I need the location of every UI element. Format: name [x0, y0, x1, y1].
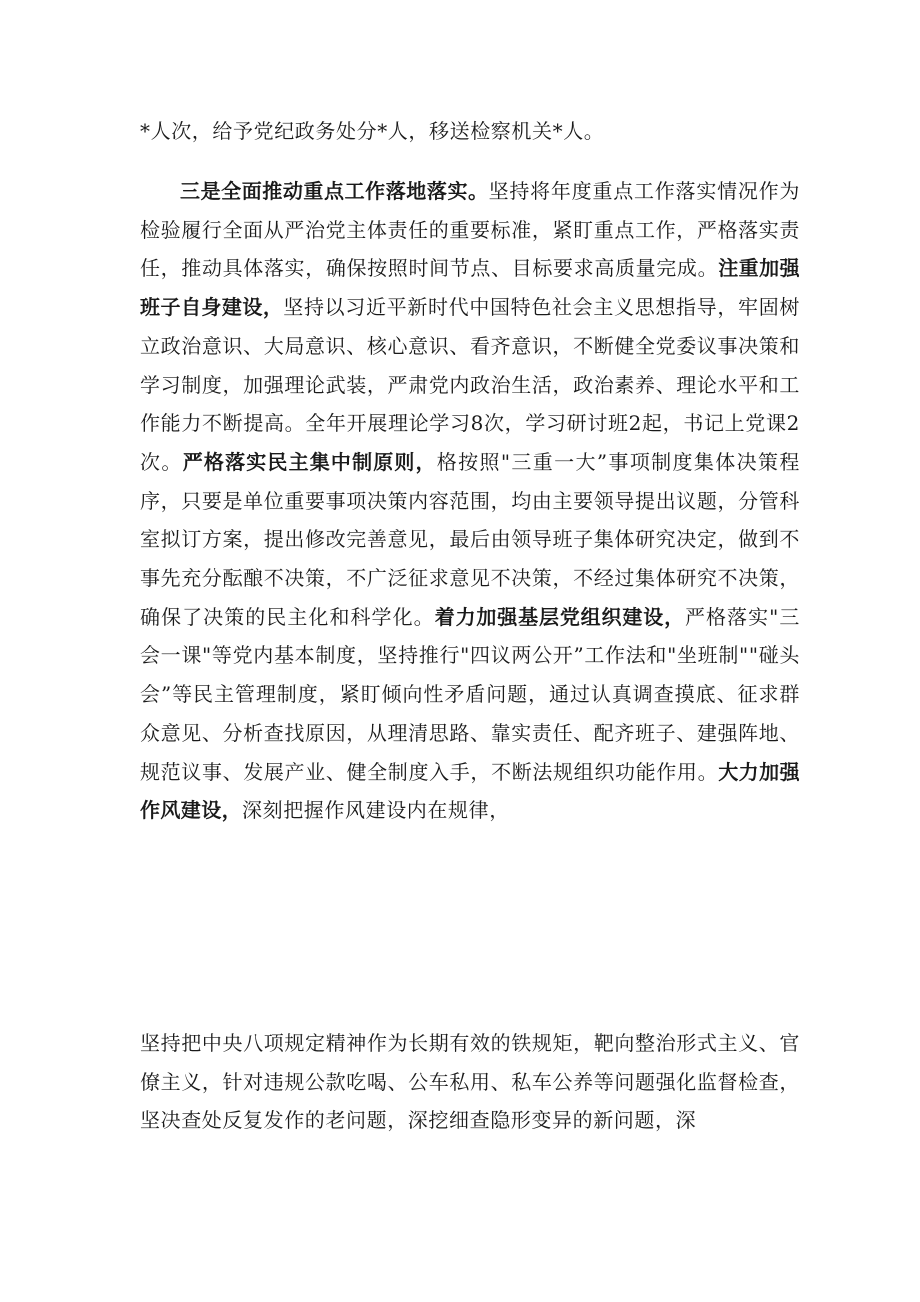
lead-heading-4: 着力加强基层党组织建设， [434, 604, 685, 629]
lead-heading-3: 严格落实民主集中制原则， [182, 449, 437, 474]
body-text-2: 坚持以习近平新时代中国特色社会主义思想指导，牢固树立政治意识、大局意识、核心意识、看齐意识，不断健全党委议事决策和学习制度，加强理论武装，严肃党内政治生活，政治素养、理论水平和工作能力不断提高。全年开展理论学习8次，学习研讨班2起，书记上党课2次。 [140, 295, 800, 474]
body-text-5: 深刻把握作风建设内在规律， [242, 798, 510, 823]
lead-heading-1: 三是全面推动重点工作落地落实。 [180, 179, 489, 203]
paragraph-1: *人次，给予党纪政务处分*人，移送检察机关*人。 [140, 119, 605, 143]
lead-heading-5: 大力加强作风建设， [140, 759, 800, 823]
body-text-4: 严格落实"三会一课"等党内基本制度，坚持推行"四议两公开”工作法和"坐班制""碰头会”等民主管理制度，紧盯倾向性矛盾问题，通过认真调查摸底、征求群众意见、分析查找原因，从理清思路、靠实责任、配齐班子、建强阵地、规范议事、发展产业、健全制度入手，不断法规组织功能作用。 [140, 604, 800, 784]
paragraph-3: 坚持把中央八项规定精神作为长期有效的铁规矩，靶向整治形式主义、官僚主义，针对违规公款吃喝、公车私用、私车公养等问题强化监督检查，坚决查处反复发作的老问题，深挖细查隐形变异的新问题，深 [140, 1031, 800, 1133]
lead-heading-2: 注重加强班子自身建设， [140, 256, 800, 320]
body-text-3: 格按照"三重一大”事项制度集体决策程序，只要是单位重要事项决策内容范围，均由主要领导提出议题，分管科室拟订方案，提出修改完善意见，最后由领导班子集体研究决定，做到不事先充分酝酿不决策，不广泛征求意见不决策，不经过集体研究不决策，确保了决策的民主化和科学化。 [140, 449, 800, 629]
paragraph-2 [140, 172, 800, 830]
body-text-1: 坚持将年度重点工作落实情况作为检验履行全面从严治党主体责任的重要标准，紧盯重点工作，严格落实责任，推动具体落实，确保按照时间节点、目标要求高质量完成。 [140, 179, 801, 281]
